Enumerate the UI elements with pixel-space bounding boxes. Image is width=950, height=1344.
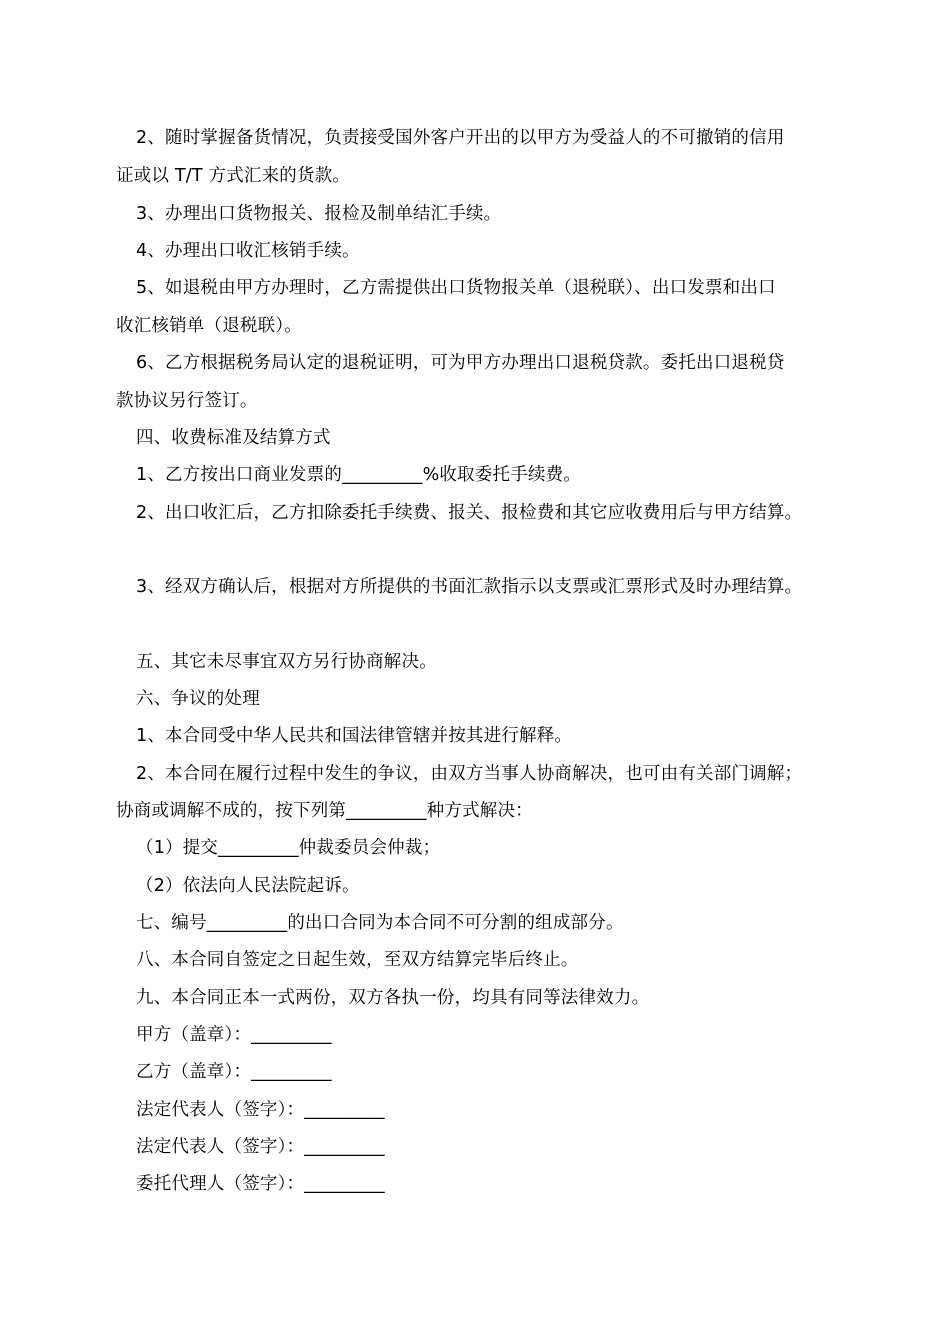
clause-3: 3、办理出口货物报关、报检及制单结汇手续。 xyxy=(136,204,502,224)
party-b-seal: 乙方（盖章）：_________ xyxy=(136,1062,332,1082)
dispute-option-2: （2）依法向人民法院起诉。 xyxy=(136,876,360,896)
fee-clause-1: 1、乙方按出口商业发票的_________%收取委托手续费。 xyxy=(136,465,582,485)
clause-6-line-1: 6、乙方根据税务局认定的退税证明，可为甲方办理出口退税贷款。委托出口退税贷 xyxy=(136,353,785,373)
section-9: 九、本合同正本一式两份，双方各执一份，均具有同等法律效力。 xyxy=(136,988,650,1008)
legal-representative-signature-1: 法定代表人（签字）：_________ xyxy=(136,1100,385,1120)
section-8: 八、本合同自签定之日起生效，至双方结算完毕后终止。 xyxy=(136,950,579,970)
clause-4: 4、办理出口收汇核销手续。 xyxy=(136,241,360,261)
fee-clause-3: 3、经双方确认后，根据对方所提供的书面汇款指示以支票或汇票形式及时办理结算。 xyxy=(136,577,803,597)
dispute-clause-1: 1、本合同受中华人民共和国法律管辖并按其进行解释。 xyxy=(136,726,573,746)
section-4-heading: 四、收费标准及结算方式 xyxy=(136,428,331,448)
clause-2-line-1: 2、随时掌握备货情况，负责接受国外客户开出的以甲方为受益人的不可撤销的信用 xyxy=(136,128,785,148)
authorized-agent-signature: 委托代理人（签字）：_________ xyxy=(136,1174,385,1194)
clause-5-line-2: 收汇核销单（退税联）。 xyxy=(116,316,302,336)
dispute-clause-2-line-1: 2、本合同在履行过程中发生的争议，由双方当事人协商解决，也可由有关部门调解； xyxy=(136,764,803,784)
section-7: 七、编号_________的出口合同为本合同不可分割的组成部分。 xyxy=(136,913,624,933)
dispute-option-1: （1）提交_________仲裁委员会仲裁； xyxy=(136,838,441,858)
dispute-clause-2-line-2: 协商或调解不成的，按下列第_________种方式解决： xyxy=(116,801,533,821)
section-6-heading: 六、争议的处理 xyxy=(136,689,260,709)
section-5: 五、其它未尽事宜双方另行协商解决。 xyxy=(136,652,437,672)
party-a-seal: 甲方（盖章）：_________ xyxy=(136,1025,332,1045)
clause-2-line-2: 证或以 T/T 方式汇来的货款。 xyxy=(116,166,351,186)
clause-5-line-1: 5、如退税由甲方办理时，乙方需提供出口货物报关单（退税联）、出口发票和出口 xyxy=(136,278,776,298)
legal-representative-signature-2: 法定代表人（签字）：_________ xyxy=(136,1137,385,1157)
clause-6-line-2: 款协议另行签订。 xyxy=(116,391,258,411)
fee-clause-2: 2、出口收汇后，乙方扣除委托手续费、报关、报检费和其它应收费用后与甲方结算。 xyxy=(136,503,803,523)
